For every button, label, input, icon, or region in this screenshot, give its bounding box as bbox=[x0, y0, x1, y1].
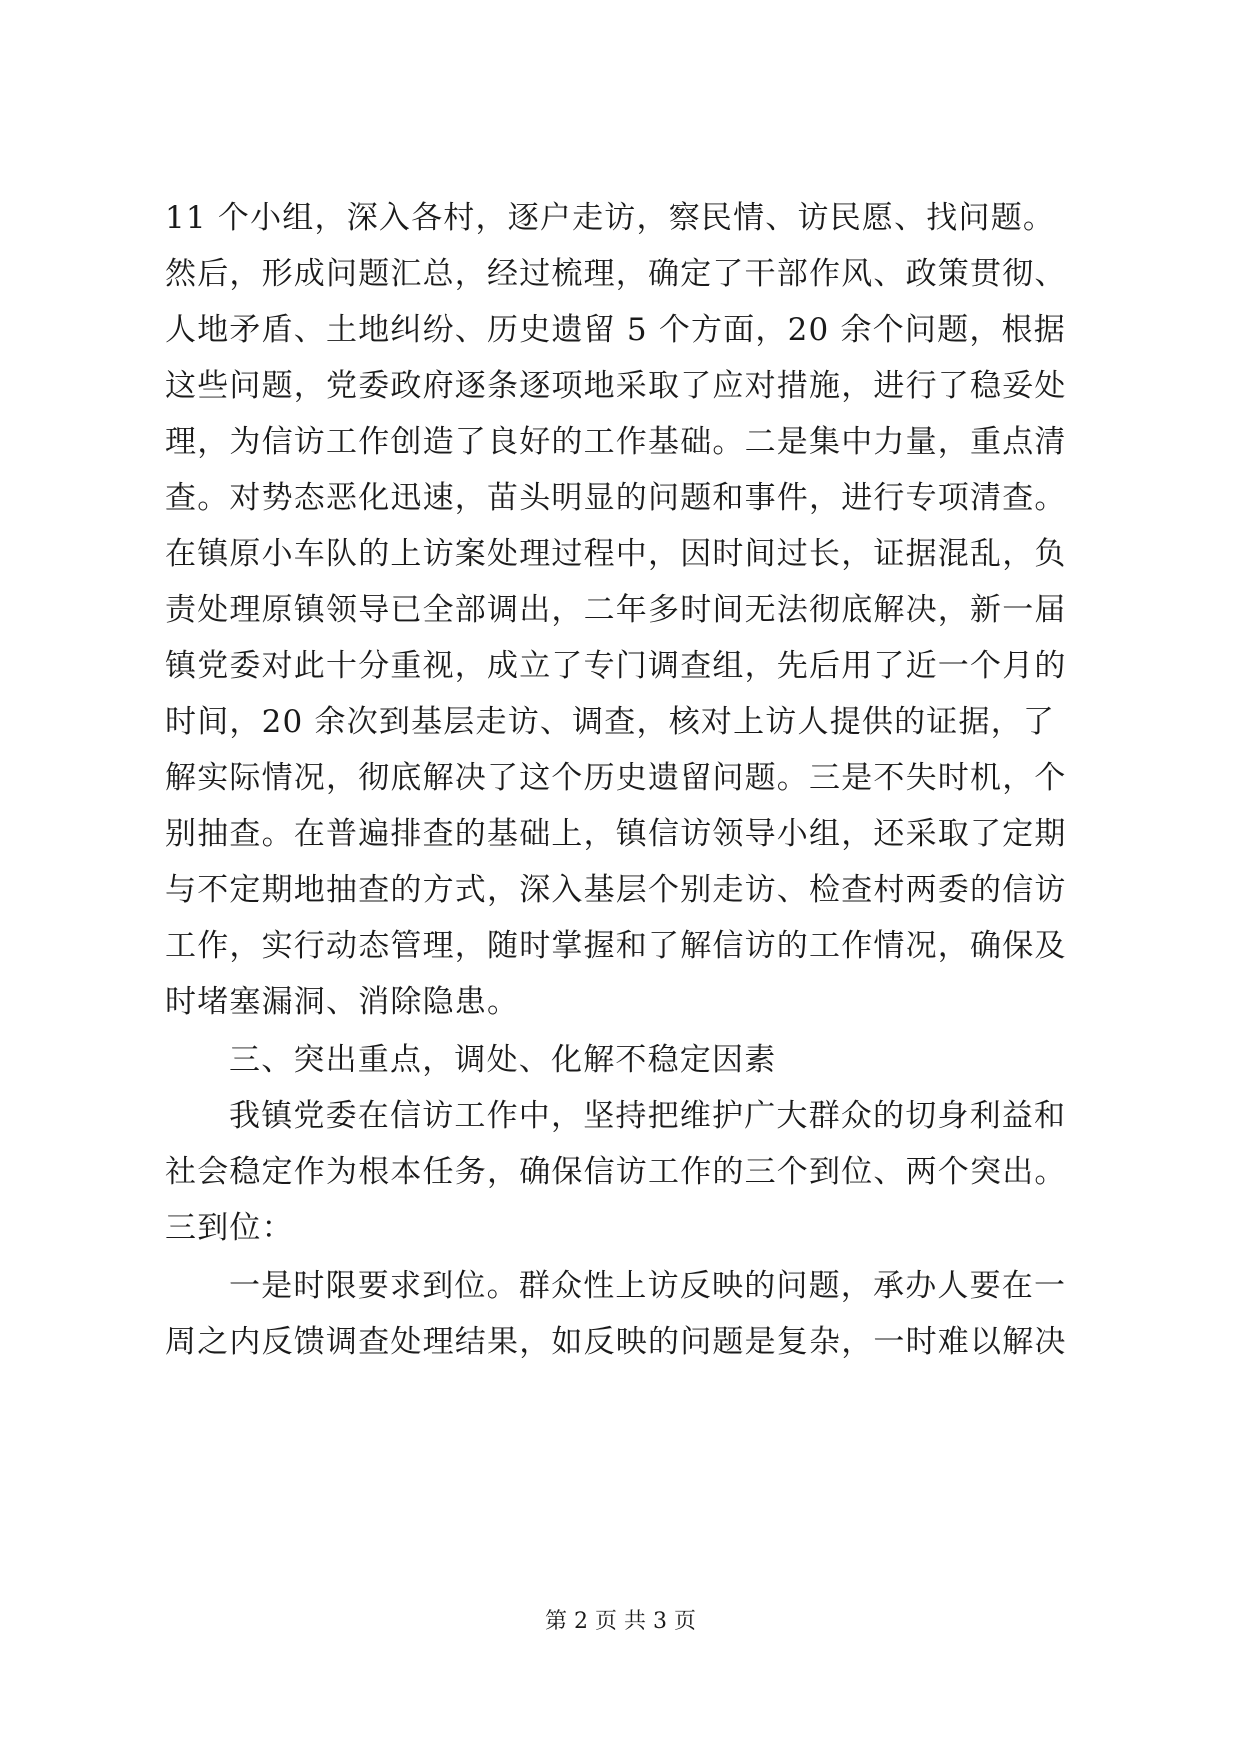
text-line: 工作，实行动态管理，随时掌握和了解信访的工作情况，确保及 bbox=[165, 928, 1067, 964]
text-line: 与不定期地抽查的方式，深入基层个别走访、检查村两委的信访 bbox=[165, 872, 1067, 908]
text-line: 在镇原小车队的上访案处理过程中，因时间过长，证据混乱，负 bbox=[165, 536, 1067, 572]
text-line: 这些问题，党委政府逐条逐项地采取了应对措施，进行了稳妥处 bbox=[165, 368, 1067, 404]
text-line: 解实际情况，彻底解决了这个历史遗留问题。三是不失时机，个 bbox=[165, 760, 1067, 796]
page-indicator: 第 2 页 共 3 页 bbox=[545, 1609, 696, 1634]
text-line: 周之内反馈调查处理结果，如反映的问题是复杂，一时难以解决 bbox=[165, 1324, 1067, 1360]
section-heading: 三、突出重点，调处、化解不稳定因素 bbox=[229, 1042, 777, 1078]
text-line: 人地矛盾、土地纠纷、历史遗留 5 个方面，20 余个问题，根据 bbox=[165, 312, 1066, 348]
text-line: 然后，形成问题汇总，经过梳理，确定了干部作风、政策贯彻、 bbox=[165, 256, 1067, 292]
text-line: 别抽查。在普遍排查的基础上，镇信访领导小组，还采取了定期 bbox=[165, 816, 1067, 852]
text-line: 时间，20 余次到基层走访、调查，核对上访人提供的证据，了 bbox=[165, 704, 1056, 740]
text-line: 时堵塞漏洞、消除隐患。 bbox=[165, 984, 520, 1020]
text-line: 责处理原镇领导已全部调出，二年多时间无法彻底解决，新一届 bbox=[165, 592, 1067, 628]
text-line: 社会稳定作为根本任务，确保信访工作的三个到位、两个突出。 bbox=[165, 1154, 1067, 1190]
text-line: 11 个小组，深入各村，逐户走访，察民情、访民愿、找问题。 bbox=[165, 200, 1056, 236]
text-line: 镇党委对此十分重视，成立了专门调查组，先后用了近一个月的 bbox=[165, 648, 1067, 684]
page-footer bbox=[0, 1608, 1241, 1636]
text-line: 我镇党委在信访工作中，坚持把维护广大群众的切身利益和 bbox=[229, 1098, 1067, 1134]
text-line: 理，为信访工作创造了良好的工作基础。二是集中力量，重点清 bbox=[165, 424, 1067, 460]
text-line: 三到位： bbox=[165, 1210, 294, 1246]
text-line: 查。对势态恶化迅速，苗头明显的问题和事件，进行专项清查。 bbox=[165, 480, 1067, 516]
text-line: 一是时限要求到位。群众性上访反映的问题，承办人要在一 bbox=[229, 1268, 1067, 1304]
